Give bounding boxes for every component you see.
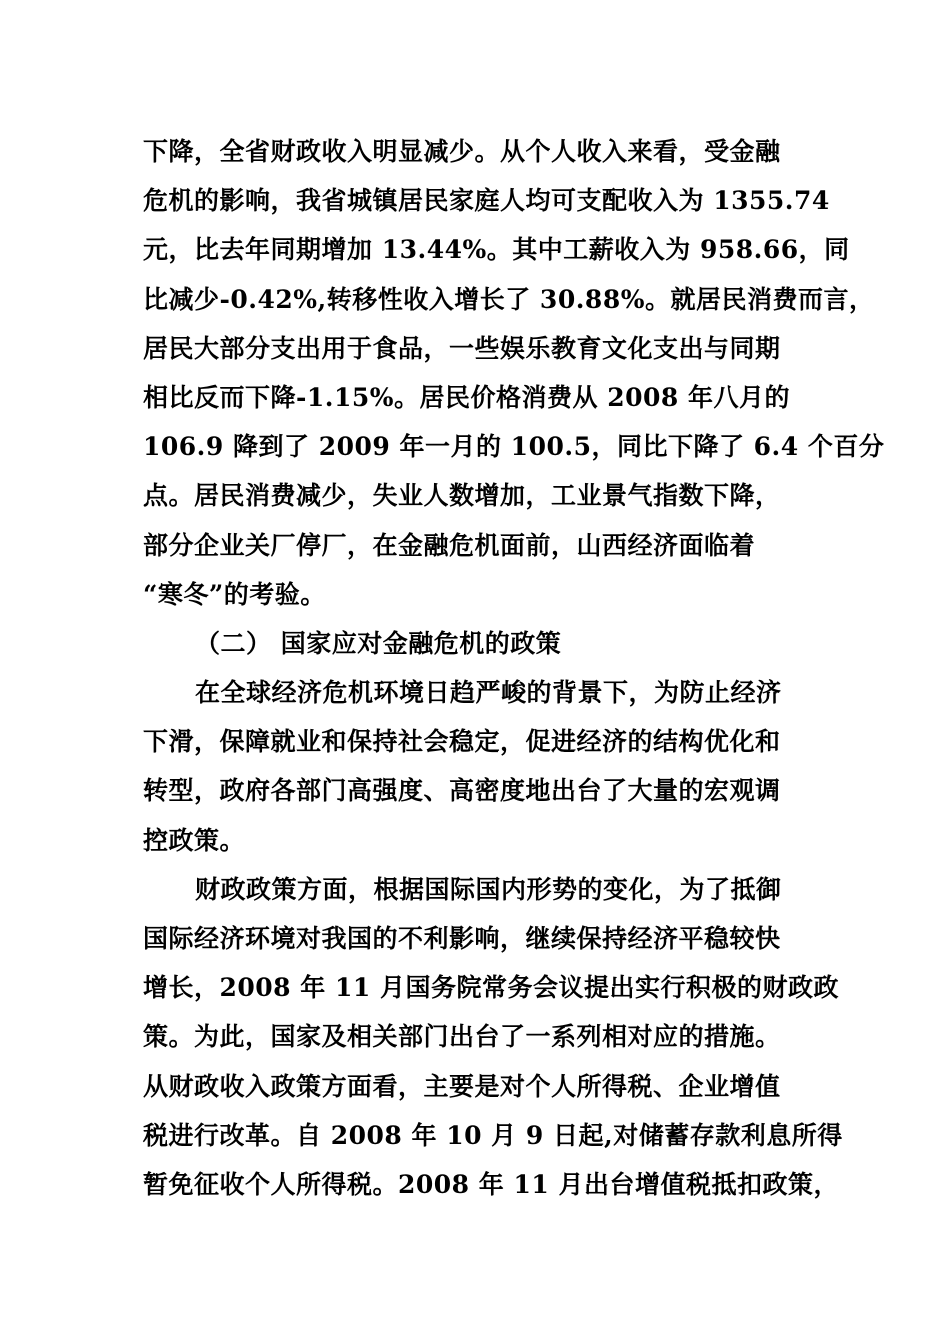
text-line: 下降，全省财政收入明显减少。从个人收入来看，受金融 (143, 137, 781, 166)
text-line: 国际经济环境对我国的不利影响，继续保持经济平稳较快 (143, 924, 781, 953)
body-text (143, 127, 885, 1209)
text-line: 相比反而下降-1.15%。居民价格消费从 2008 年八月的 (143, 382, 791, 412)
text-line: 增长，2008 年 11 月国务院常务会议提出实行积极的财政政 (143, 973, 839, 1003)
text-line: 部分企业关厂停厂，在金融危机面前，山西经济面临着 (143, 530, 756, 560)
text-line: 税进行改革。自 2008 年 10 月 9 日起,对储蓄存款利息所得 (143, 1120, 843, 1150)
text-line: 暂免征收个人所得税。2008 年 11 月出台增值税抵扣政策， (143, 1169, 839, 1199)
text-line: 元，比去年同期增加 13.44%。其中工薪收入为 958.66，同 (143, 235, 850, 265)
text-line: 居民大部分支出用于食品，一些娱乐教育文化支出与同期 (143, 333, 781, 363)
text-line: 比减少-0.42%,转移性收入增长了 30.88%。就居民消费而言， (143, 284, 875, 314)
text-line: “寒冬”的考验。 (143, 579, 326, 609)
paragraph-first-line: 在全球经济危机环境日趋严峻的背景下，为防止经济 (195, 678, 782, 708)
text-line: 转型，政府各部门高强度、高密度地出台了大量的宏观调 (143, 776, 781, 806)
text-line: 下滑，保障就业和保持社会稳定，促进经济的结构优化和 (143, 727, 781, 757)
section-heading: （二） 国家应对金融危机的政策 (195, 628, 562, 658)
text-line: 控政策。 (143, 825, 246, 855)
text-line: 106.9 降到了 2009 年一月的 100.5，同比下降了 6.4 个百分 (143, 432, 885, 462)
text-line: 危机的影响，我省城镇居民家庭人均可支配收入为 1355.74 (143, 186, 830, 216)
text-line: 策。为此，国家及相关部门出台了一系列相对应的措施。 (143, 1022, 781, 1052)
text-line: 点。居民消费减少，失业人数增加，工业景气指数下降， (143, 481, 781, 511)
text-line: 从财政收入政策方面看，主要是对个人所得税、企业增值 (143, 1071, 781, 1101)
paragraph-first-line: 财政政策方面，根据国际国内形势的变化，为了抵御 (195, 874, 782, 904)
